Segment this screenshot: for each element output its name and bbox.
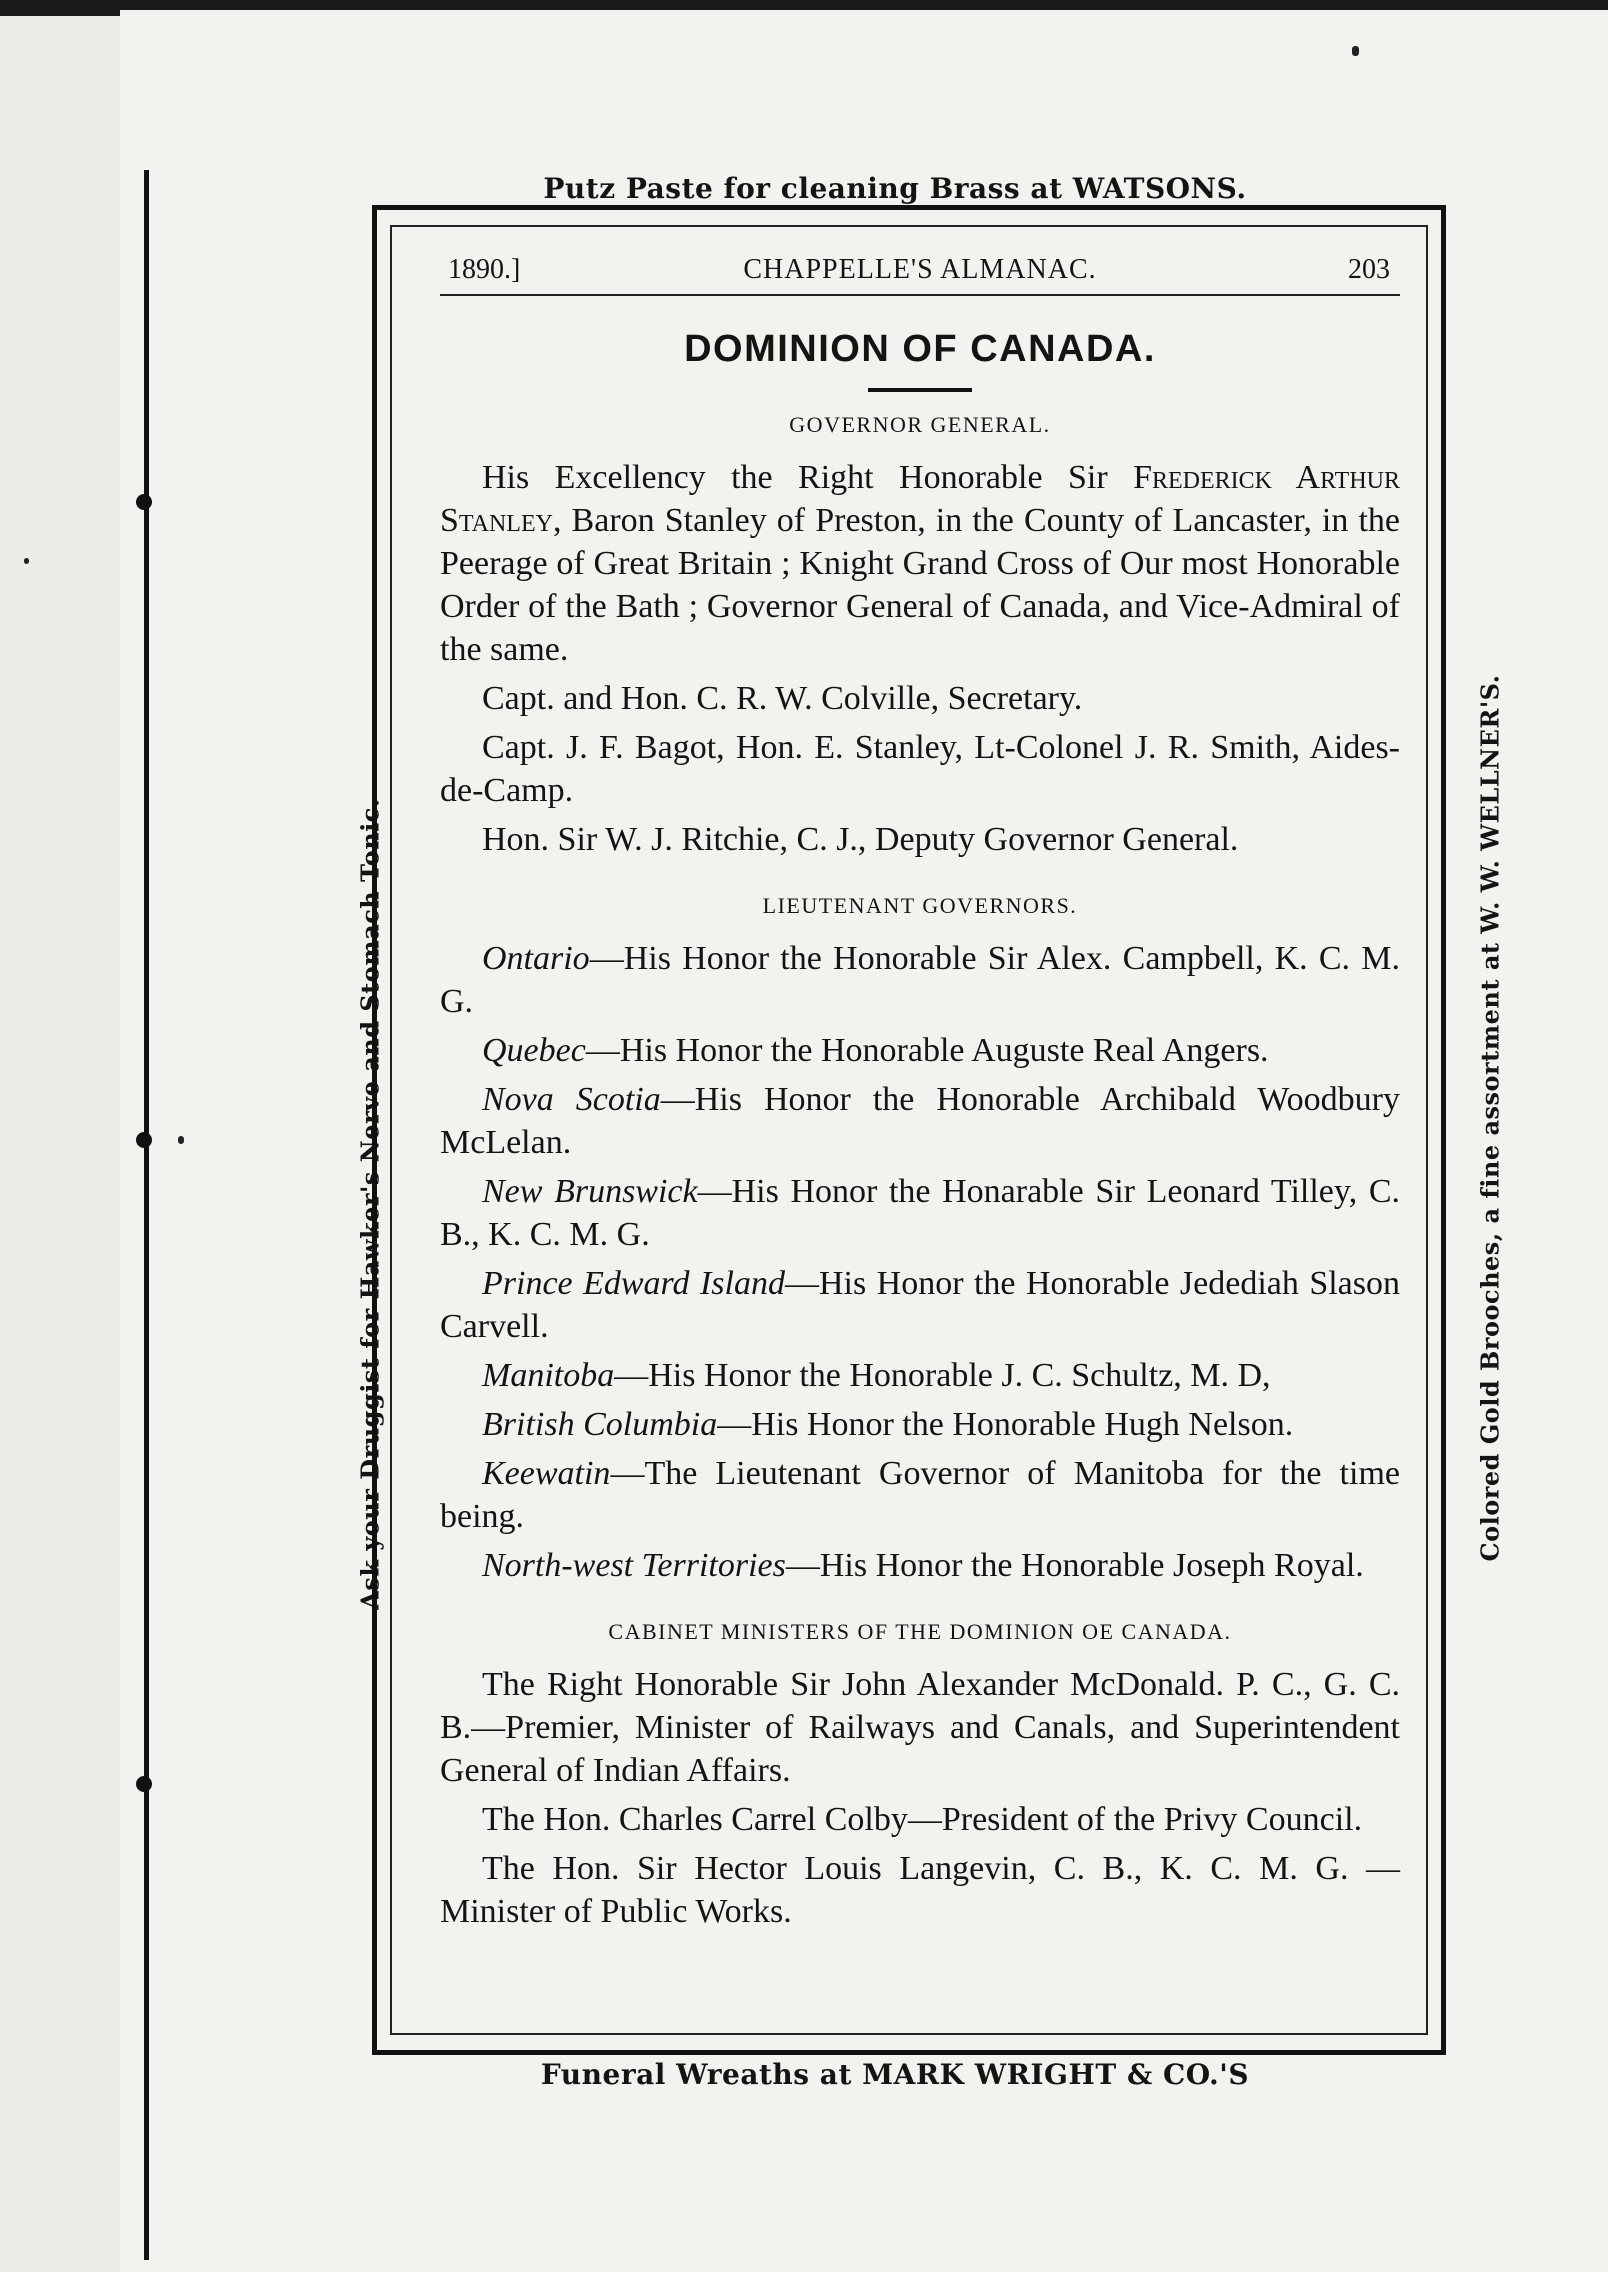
list-item — [440, 1452, 1400, 1538]
aides-line: Capt. J. F. Bagot, Hon. E. Stanley, Lt-Colonel J. R. Smith, Aides-de-Camp. — [440, 729, 1400, 809]
list-item — [440, 1354, 1400, 1397]
list-item: The Right Honorable Sir John Alexander McDonald. P. C., G. C. B.—Premier, Minister of Railways and Canals, and Superintendent General of Indian Affairs. — [440, 1666, 1400, 1789]
lieutenant-governors-list — [440, 937, 1400, 1587]
running-header — [440, 248, 1400, 296]
binding-dot — [136, 1132, 152, 1148]
top-advertisement: Putz Paste for cleaning Brass at WATSONS. — [543, 172, 1247, 205]
deputy-line: Hon. Sir W. J. Ritchie, C. J., Deputy Governor General. — [482, 821, 1239, 858]
governor-text: —The Lieutenant Governor of Manitoba for the time being. — [440, 1455, 1400, 1535]
list-item: The Hon. Charles Carrel Colby—President of the Privy Council. — [482, 1801, 1363, 1838]
governor-text: —His Honor the Honorable Archibald Woodbury McLelan. — [440, 1081, 1400, 1161]
list-item — [440, 1403, 1400, 1446]
header-year: 1890.] — [448, 254, 521, 285]
ink-speck — [24, 558, 29, 564]
province-name: Keewatin — [482, 1455, 611, 1492]
governor-general-text-b: , Baron Stanley of Preston, in the County of Lancaster, in the Peerage of Great Britain ; Knight Grand Cross of Our most Honorable Order of the Bath ; Governor General of Canada, and Vice-Admiral of the same. — [440, 502, 1400, 668]
governor-text: —His Honor the Honorable Jedediah Slason Carvell. — [440, 1265, 1400, 1345]
list-item — [440, 1262, 1400, 1348]
province-name: Manitoba — [482, 1357, 615, 1394]
section-heading-lieutenant-governors: LIEUTENANT GOVERNORS. — [762, 893, 1078, 918]
title-rule — [868, 388, 972, 392]
cabinet-list — [440, 1663, 1400, 1933]
bottom-advertisement: Funeral Wreaths at MARK WRIGHT & CO.'S — [540, 2058, 1250, 2091]
governor-general-text-a: His Excellency the Right Honorable Sir — [482, 459, 1134, 496]
list-item — [440, 1029, 1400, 1072]
right-side-advertisement: Colored Gold Brooches, a fine assortment at W. W. WELLNER'S. — [1475, 674, 1505, 1562]
page-content — [440, 248, 1400, 2008]
ink-speck — [178, 1136, 184, 1144]
section-heading-cabinet: CABINET MINISTERS OF THE DOMINION OE CANADA. — [608, 1619, 1232, 1644]
governor-text: —His Honor the Honorable Auguste Real Angers. — [585, 1032, 1269, 1069]
list-item: The Hon. Sir Hector Louis Langevin, C. B., K. C. M. G. —Minister of Public Works. — [440, 1850, 1400, 1930]
left-side-advertisement: Ask your Druggist for Hawker's Nerve and Stomach Tonic. — [355, 798, 385, 1610]
list-item — [440, 1078, 1400, 1164]
secretary-line: Capt. and Hon. C. R. W. Colville, Secretary. — [482, 680, 1083, 717]
province-name: British Columbia — [482, 1406, 718, 1443]
list-item — [440, 1170, 1400, 1256]
binding-dot — [136, 494, 152, 510]
ink-speck — [1352, 46, 1359, 56]
page-title: DOMINION OF CANADA. — [684, 328, 1156, 370]
page-number: 203 — [1348, 254, 1390, 285]
governor-text: —His Honor the Honorable Joseph Royal. — [785, 1547, 1364, 1584]
binding-edge — [144, 170, 149, 2260]
section-heading-governor-general: GOVERNOR GENERAL. — [789, 412, 1051, 437]
governor-text: —His Honor the Honorable Hugh Nelson. — [717, 1406, 1294, 1443]
governor-general-paragraph — [440, 456, 1400, 671]
province-name: Ontario — [482, 940, 590, 977]
province-name: North-west Territories — [482, 1547, 786, 1584]
governor-text: —His Honor the Honorable J. C. Schultz, M. D, — [614, 1357, 1271, 1394]
province-name: Quebec — [482, 1032, 586, 1069]
governor-text: —His Honor the Honorable Sir Alex. Campbell, K. C. M. G. — [440, 940, 1400, 1020]
governor-text: —His Honor the Honarable Sir Leonard Tilley, C. B., K. C. M. G. — [440, 1173, 1400, 1253]
province-name: Nova Scotia — [482, 1081, 661, 1118]
list-item — [440, 937, 1400, 1023]
province-name: New Brunswick — [482, 1173, 698, 1210]
header-title: CHAPPELLE'S ALMANAC. — [743, 254, 1097, 285]
list-item — [440, 1544, 1400, 1587]
binding-dot — [136, 1776, 152, 1792]
governor-general-name: Frederick Arthur Stanley — [440, 459, 1400, 539]
province-name: Prince Edward Island — [482, 1265, 785, 1302]
